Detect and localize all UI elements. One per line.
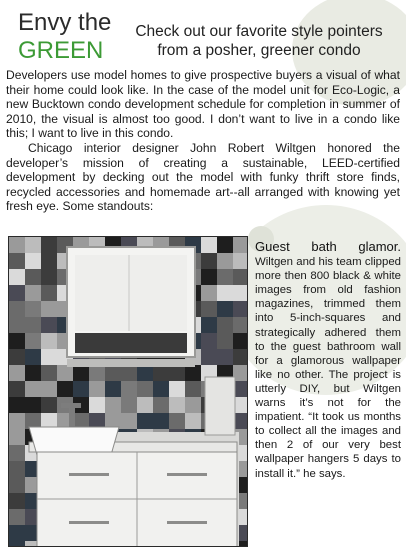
- collage-tile: [9, 397, 25, 413]
- collage-tile: [41, 269, 57, 285]
- title-line-1: Envy the: [18, 9, 112, 36]
- collage-tile: [185, 397, 201, 413]
- collage-tile: [169, 397, 185, 413]
- collage-tile: [57, 381, 73, 397]
- mirror-reflection: [75, 255, 187, 331]
- collage-tile: [169, 365, 185, 381]
- collage-tile: [9, 445, 25, 461]
- collage-tile: [9, 525, 25, 541]
- collage-tile: [233, 317, 248, 333]
- collage-tile: [25, 349, 41, 365]
- collage-tile: [153, 365, 169, 381]
- collage-tile: [41, 317, 57, 333]
- collage-tile: [137, 397, 153, 413]
- collage-tile: [233, 237, 248, 253]
- collage-tile: [153, 413, 169, 429]
- collage-tile: [41, 381, 57, 397]
- collage-tile: [41, 365, 57, 381]
- faucet-spout: [61, 403, 81, 408]
- bathroom-illustration: [9, 237, 248, 547]
- collage-tile: [169, 381, 185, 397]
- intro-paragraph-2: Chicago interior designer John Robert Wiltgen honored the developer’s mission of creating a sustainable, LEED-certified development by decking out the model with funky thrift store finds, recycled accessories and homemade art--all arranged with knowing yet fresh eye. Some standouts:: [6, 140, 400, 214]
- collage-tile: [25, 397, 41, 413]
- collage-tile: [185, 365, 201, 381]
- collage-tile: [57, 365, 73, 381]
- collage-tile: [25, 381, 41, 397]
- collage-tile: [217, 301, 233, 317]
- drawer-handle-4: [167, 521, 207, 524]
- collage-tile: [25, 237, 41, 253]
- collage-tile: [121, 413, 137, 429]
- collage-tile: [9, 493, 25, 509]
- collage-tile: [89, 397, 105, 413]
- collage-tile: [9, 381, 25, 397]
- collage-tile: [105, 365, 121, 381]
- collage-tile: [201, 301, 217, 317]
- collage-tile: [73, 365, 89, 381]
- collage-tile: [169, 413, 185, 429]
- mirror-reflection-dark: [75, 333, 187, 353]
- collage-tile: [25, 285, 41, 301]
- collage-tile: [9, 429, 25, 445]
- collage-tile: [233, 269, 248, 285]
- collage-tile: [9, 413, 25, 429]
- collage-tile: [233, 301, 248, 317]
- collage-tile: [121, 381, 137, 397]
- collage-tile: [105, 397, 121, 413]
- collage-tile: [201, 253, 217, 269]
- collage-tile: [185, 413, 201, 429]
- shelf: [67, 359, 195, 367]
- bathroom-photo: [8, 236, 248, 547]
- collage-tile: [121, 365, 137, 381]
- collage-tile: [41, 333, 57, 349]
- collage-tile: [25, 365, 41, 381]
- collage-tile: [9, 317, 25, 333]
- collage-tile: [89, 365, 105, 381]
- collage-tile: [137, 413, 153, 429]
- drawer-handle-3: [69, 521, 109, 524]
- collage-tile: [25, 269, 41, 285]
- collage-tile: [201, 269, 217, 285]
- collage-tile: [9, 269, 25, 285]
- collage-tile: [137, 381, 153, 397]
- collage-tile: [9, 253, 25, 269]
- collage-tile: [217, 237, 233, 253]
- collage-tile: [41, 253, 57, 269]
- collage-tile: [233, 349, 248, 365]
- collage-tile: [9, 349, 25, 365]
- collage-tile: [25, 301, 41, 317]
- drawer-handle-1: [69, 473, 109, 476]
- collage-tile: [41, 349, 57, 365]
- collage-tile: [201, 333, 217, 349]
- article-header: [0, 0, 406, 68]
- sidebar-body: Wiltgen and his team clipped more then 800 black & white images from old fashion magazines, trimmed them into 5-inch-squares and strategically adhered them to the guest bathroom wall for a glamorous wallpaper like no other. The project is utterly DIY, but Wiltgen warns it’s not for the impatient. “It took us months to collect all the images and then 2 of our very best wallpaper hangers 5 days to install it.” he says.: [255, 256, 401, 480]
- collage-tile: [25, 253, 41, 269]
- intro-text: [6, 68, 400, 214]
- collage-tile: [9, 237, 25, 253]
- collage-tile: [9, 461, 25, 477]
- collage-tile: [9, 477, 25, 493]
- collage-tile: [41, 301, 57, 317]
- subtitle: [118, 22, 400, 60]
- collage-tile: [233, 333, 248, 349]
- collage-tile: [201, 317, 217, 333]
- collage-tile: [201, 349, 217, 365]
- collage-tile: [201, 285, 217, 301]
- subtitle-line-1: Check out our favorite style pointers: [135, 23, 383, 40]
- collage-tile: [9, 541, 25, 547]
- collage-tile: [41, 397, 57, 413]
- faucet: [69, 405, 75, 427]
- collage-tile: [153, 381, 169, 397]
- title-line-2: GREEN: [18, 37, 104, 64]
- collage-tile: [9, 301, 25, 317]
- collage-tile: [41, 237, 57, 253]
- collage-tile: [89, 381, 105, 397]
- collage-tile: [9, 333, 25, 349]
- collage-tile: [217, 349, 233, 365]
- collage-tile: [9, 365, 25, 381]
- sidebar-text: [255, 240, 401, 481]
- collage-tile: [185, 381, 201, 397]
- collage-tile: [217, 317, 233, 333]
- collage-tile: [233, 285, 248, 301]
- collage-tile: [9, 285, 25, 301]
- intro-paragraph-1: Developers use model homes to give prospective buyers a visual of what their home could look like. In the case of the model unit for Eco-Logic, a new Bucktown condo development schedule for completion in summer of 2010, the visual is almost too good. I don’t want to live in a condo like this; I want to live in this condo.: [6, 68, 400, 141]
- collage-tile: [153, 397, 169, 413]
- subtitle-line-2: from a posher, greener condo: [157, 42, 361, 59]
- collage-tile: [217, 253, 233, 269]
- collage-tile: [217, 285, 233, 301]
- collage-tile: [41, 285, 57, 301]
- towel: [205, 377, 235, 435]
- collage-tile: [201, 237, 217, 253]
- collage-tile: [121, 397, 137, 413]
- collage-tile: [105, 381, 121, 397]
- collage-tile: [217, 333, 233, 349]
- collage-tile: [9, 509, 25, 525]
- drawer-handle-2: [167, 473, 207, 476]
- collage-tile: [137, 365, 153, 381]
- collage-tile: [25, 317, 41, 333]
- collage-tile: [25, 333, 41, 349]
- collage-tile: [73, 381, 89, 397]
- sidebar-lead: Guest bath glamor.: [255, 239, 401, 254]
- collage-tile: [217, 269, 233, 285]
- collage-tile: [233, 253, 248, 269]
